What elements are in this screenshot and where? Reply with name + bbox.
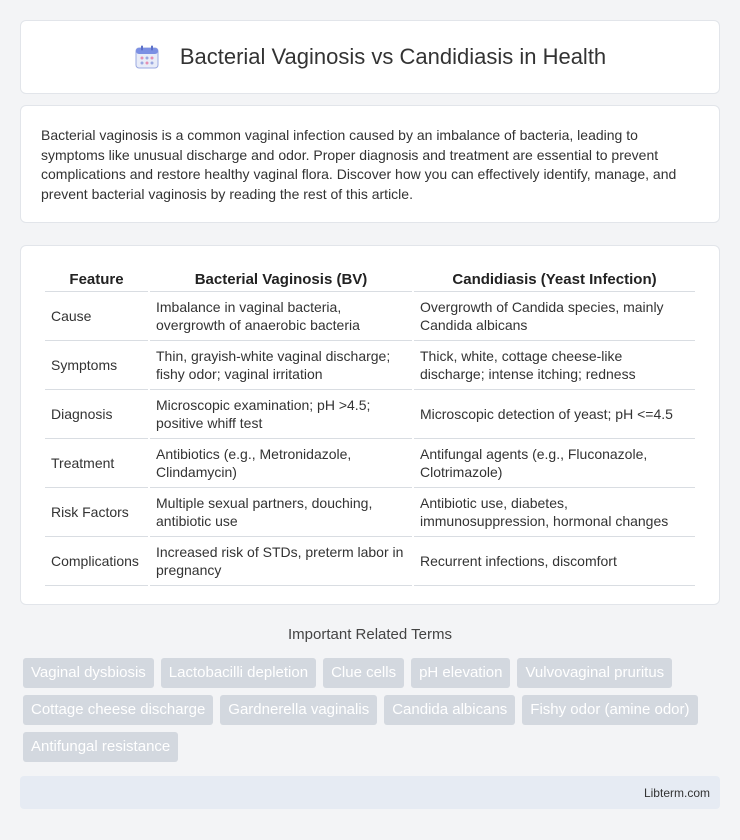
related-term-tag[interactable]: Vulvovaginal pruritus — [517, 658, 672, 688]
related-term-tag[interactable]: Clue cells — [323, 658, 404, 688]
related-term-tag[interactable]: Lactobacilli depletion — [161, 658, 316, 688]
feature-cell: Treatment — [45, 439, 148, 488]
feature-cell: Complications — [45, 537, 148, 586]
table-row — [45, 341, 695, 390]
footer-site-link[interactable]: Libterm.com — [643, 785, 710, 800]
table-row — [45, 488, 695, 537]
column-header: Candidiasis (Yeast Infection) — [414, 264, 695, 292]
header-card — [20, 20, 720, 94]
column-header: Bacterial Vaginosis (BV) — [150, 264, 412, 292]
bv-cell: Antibiotics (e.g., Metronidazole, Clindamycin) — [150, 439, 412, 488]
feature-cell: Cause — [45, 292, 148, 341]
table-row — [45, 537, 695, 586]
intro-card — [20, 105, 720, 223]
feature-cell: Symptoms — [45, 341, 148, 390]
related-term-tag[interactable]: pH elevation — [411, 658, 510, 688]
comparison-table — [43, 264, 697, 586]
candidiasis-cell: Thick, white, cottage cheese-like discharge; intense itching; redness — [414, 341, 695, 390]
comparison-table-card — [20, 245, 720, 605]
related-term-tag[interactable]: Fishy odor (amine odor) — [522, 695, 697, 725]
candidiasis-cell: Overgrowth of Candida species, mainly Candida albicans — [414, 292, 695, 341]
candidiasis-cell: Recurrent infections, discomfort — [414, 537, 695, 586]
bv-cell: Imbalance in vaginal bacteria, overgrowth of anaerobic bacteria — [150, 292, 412, 341]
related-term-tag[interactable]: Gardnerella vaginalis — [220, 695, 377, 725]
candidiasis-cell: Antifungal agents (e.g., Fluconazole, Clotrimazole) — [414, 439, 695, 488]
table-row — [45, 390, 695, 439]
footer — [20, 776, 720, 809]
feature-cell: Diagnosis — [45, 390, 148, 439]
related-terms-title: Important Related Terms — [288, 626, 452, 643]
page-title: Bacterial Vaginosis vs Candidiasis in Health — [179, 44, 607, 69]
related-term-tag[interactable]: Candida albicans — [384, 695, 515, 725]
bv-cell: Multiple sexual partners, douching, antibiotic use — [150, 488, 412, 537]
related-term-tag[interactable]: Antifungal resistance — [23, 732, 178, 762]
feature-cell: Risk Factors — [45, 488, 148, 537]
bv-cell: Thin, grayish-white vaginal discharge; fishy odor; vaginal irritation — [150, 341, 412, 390]
candidiasis-cell: Antibiotic use, diabetes, immunosuppression, hormonal changes — [414, 488, 695, 537]
table-row — [45, 292, 695, 341]
table-row — [45, 439, 695, 488]
column-header: Feature — [45, 264, 148, 292]
related-term-tag[interactable]: Vaginal dysbiosis — [23, 658, 154, 688]
related-terms-list — [23, 658, 723, 762]
bv-cell: Increased risk of STDs, preterm labor in pregnancy — [150, 537, 412, 586]
intro-text: Bacterial vaginosis is a common vaginal infection caused by an imbalance of bacteria, leading to symptoms like unusual discharge and odor. Proper diagnosis and treatment are essential to prevent complications and restore healthy vaginal flora. Discover how you can effectively identify, manage, and prevent bacterial vaginosis by reading the rest of this article. — [41, 127, 677, 202]
calendar-icon — [134, 44, 160, 70]
related-term-tag[interactable]: Cottage cheese discharge — [23, 695, 213, 725]
candidiasis-cell: Microscopic detection of yeast; pH <=4.5 — [414, 390, 695, 439]
bv-cell: Microscopic examination; pH >4.5; positive whiff test — [150, 390, 412, 439]
table-header-row — [45, 264, 695, 292]
